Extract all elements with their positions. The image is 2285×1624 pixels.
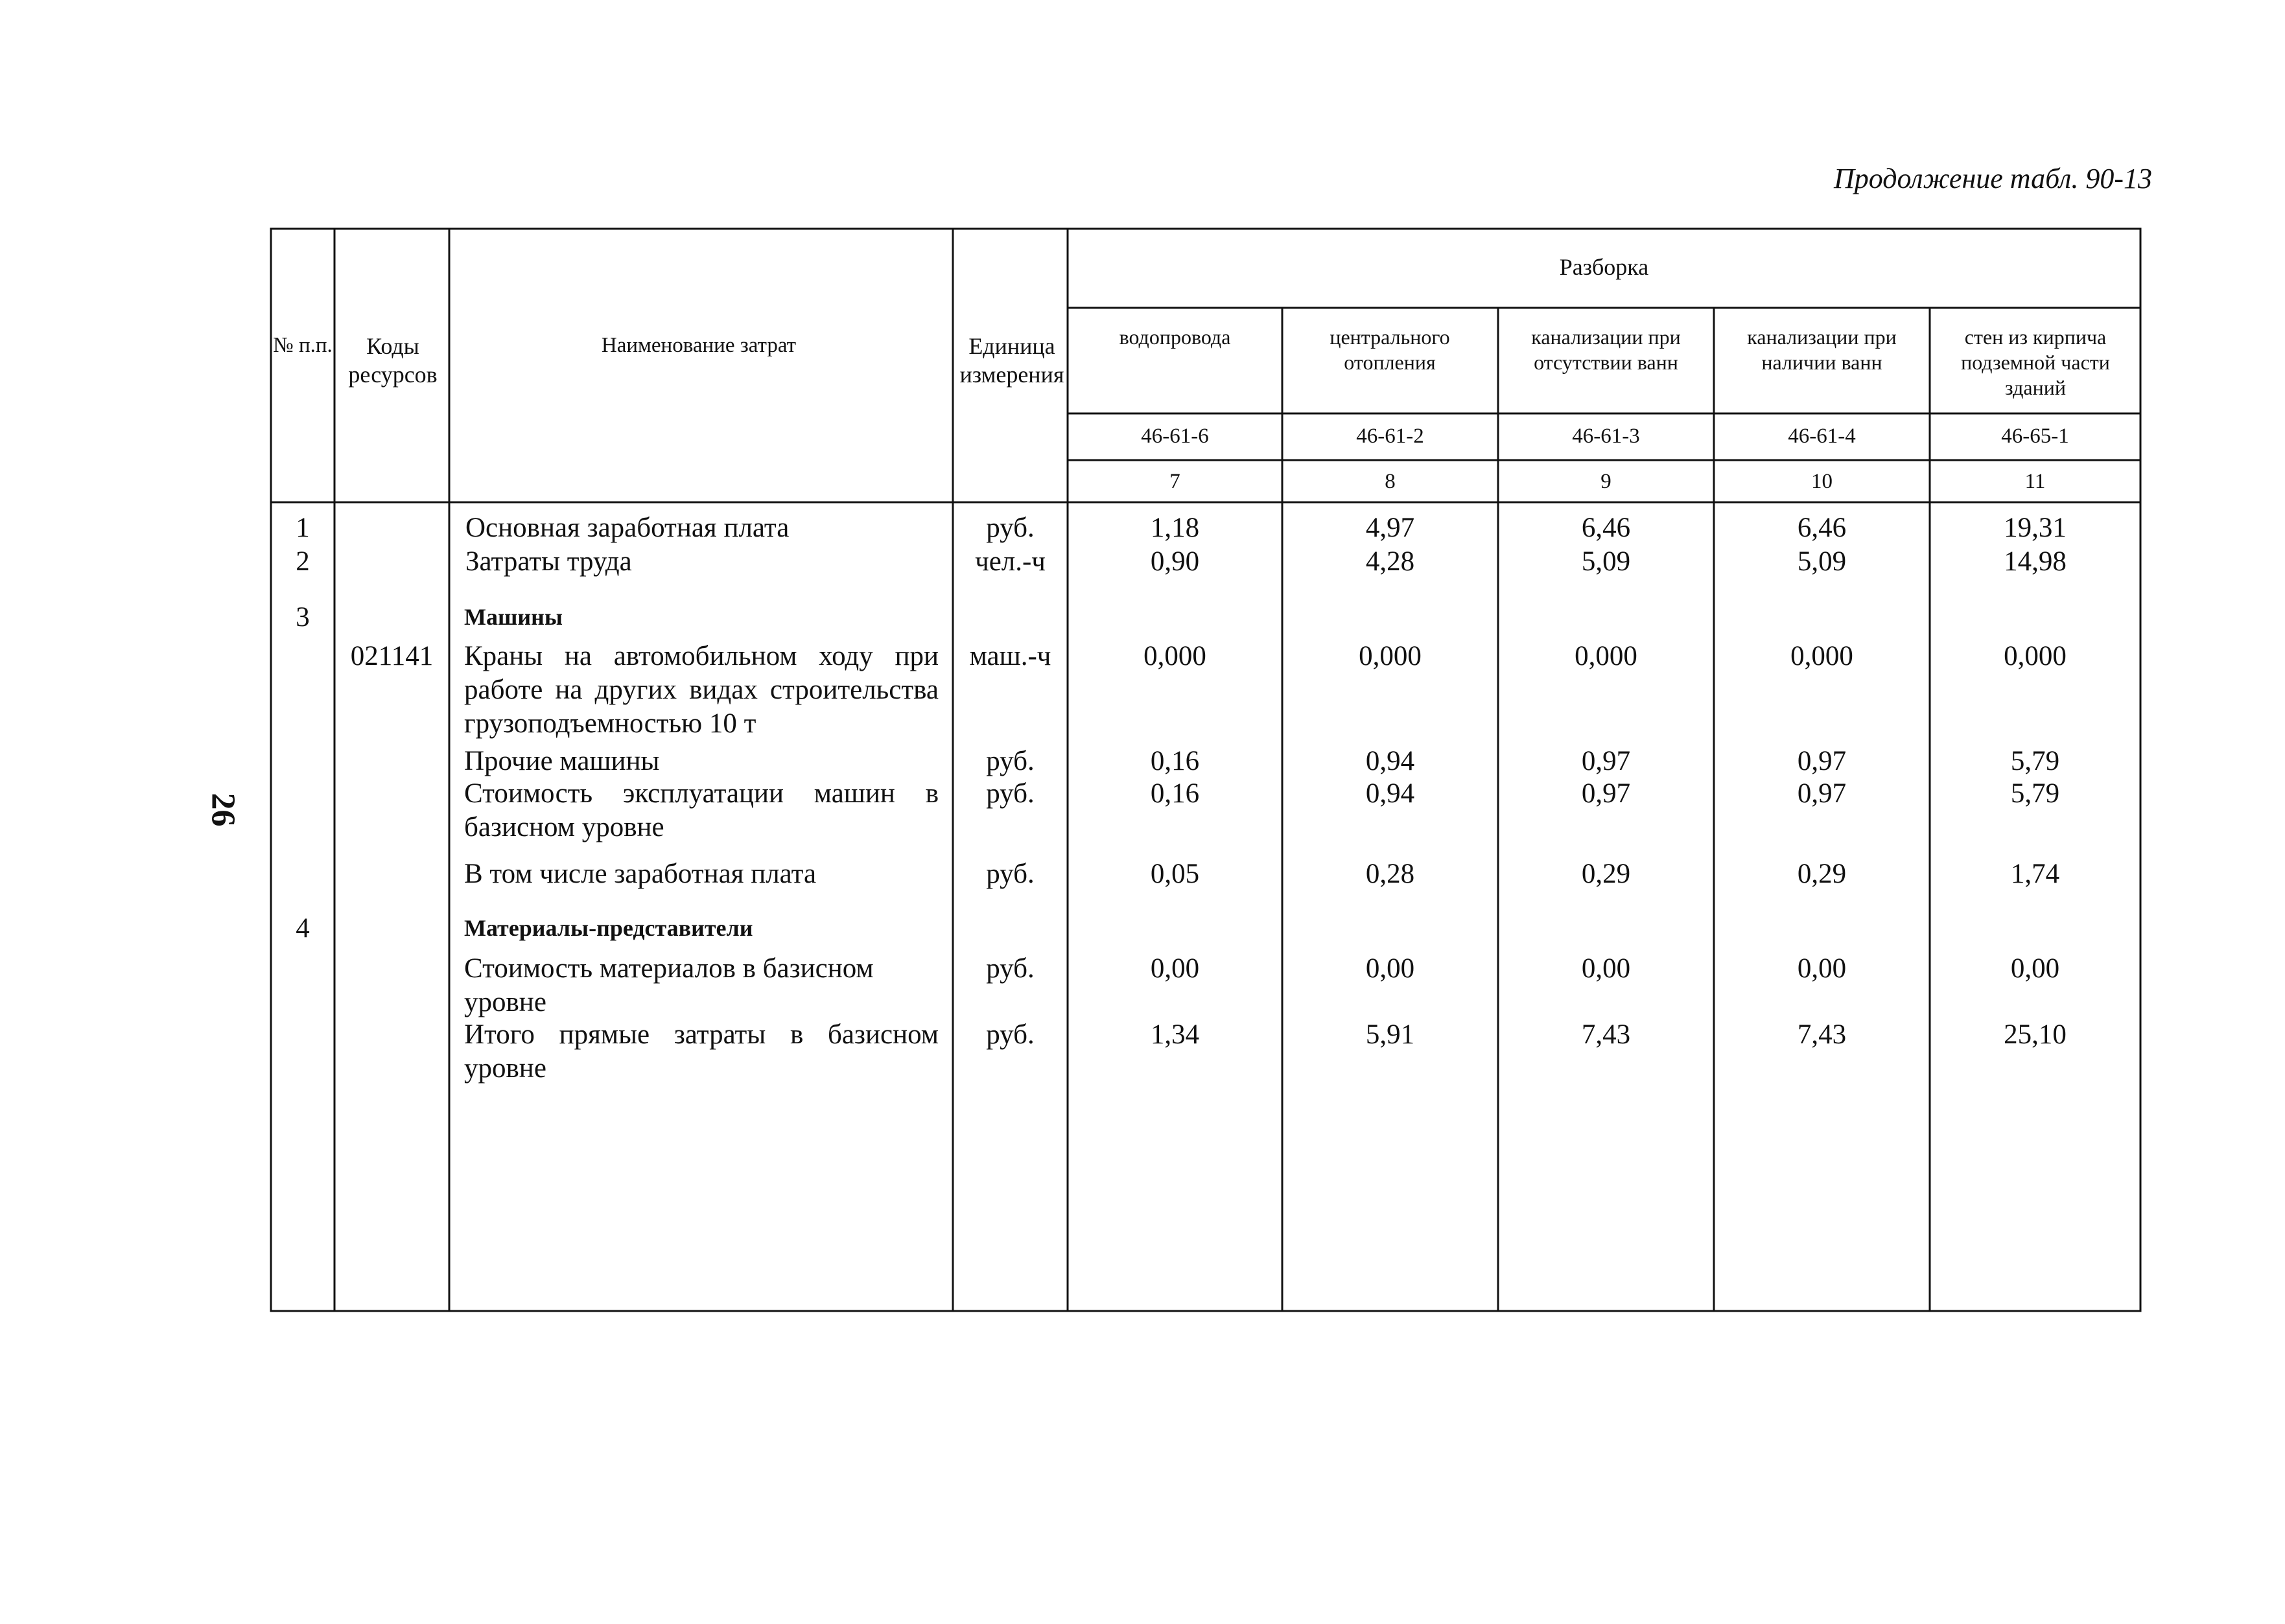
col-header-no: № п.п. — [273, 334, 333, 357]
row-name: В том числе заработная плата — [464, 859, 817, 889]
value-cell: 19,31 — [2004, 513, 2067, 543]
col-num-10: 10 — [1811, 470, 1833, 493]
page-number: 26 — [204, 793, 242, 827]
value-cell: 5,79 — [2010, 778, 2060, 809]
col-num-8: 8 — [1385, 470, 1396, 493]
value-cell: 0,97 — [1581, 778, 1631, 809]
cost-table — [271, 229, 2140, 1311]
row-name: Затраты труда — [465, 546, 632, 577]
row-number: 3 — [296, 602, 310, 632]
value-cell: 0,94 — [1365, 746, 1415, 776]
row-name: Стоимость материалов в базисном уровне — [464, 953, 874, 1017]
section-machines: Машины — [464, 604, 563, 630]
value-cell: 6,46 — [1581, 513, 1631, 543]
col-header-codes: Коды ресурсов — [348, 333, 438, 388]
value-cell: 4,97 — [1365, 513, 1415, 543]
value-cell: 0,000 — [2004, 641, 2067, 671]
value-cell: 7,43 — [1797, 1019, 1847, 1050]
row-number: 4 — [296, 913, 310, 944]
row-name: Краны на автомобильном ходу при работе на других видах строительства грузоподъемностью 10 т — [464, 641, 939, 739]
col-header-unit: Единица измерения — [959, 333, 1064, 388]
continuation-label: Продолжение табл. 90-13 — [1834, 163, 2152, 194]
col-header-7: водопровода — [1119, 325, 1231, 349]
row-unit: маш.-ч — [969, 641, 1051, 671]
value-cell: 0,16 — [1150, 746, 1200, 776]
value-cell: 0,97 — [1581, 746, 1631, 776]
value-cell: 0,16 — [1150, 778, 1200, 809]
value-cell: 0,00 — [1150, 953, 1200, 984]
col-header-9: канализации при отсутствии ванн — [1531, 325, 1681, 375]
value-cell: 6,46 — [1797, 513, 1847, 543]
value-cell: 0,94 — [1365, 778, 1415, 809]
value-cell: 0,00 — [1581, 953, 1631, 984]
row-unit: чел.-ч — [975, 546, 1046, 577]
value-cell: 0,97 — [1797, 778, 1847, 809]
value-cell: 0,000 — [1790, 641, 1853, 671]
col-code-8: 46-61-2 — [1356, 424, 1424, 448]
value-cell: 1,74 — [2010, 859, 2060, 889]
row-name: Итого прямые затраты в базисном уровне — [464, 1019, 939, 1084]
col-header-name: Наименование затрат — [601, 334, 797, 357]
value-cell: 25,10 — [2004, 1019, 2067, 1050]
value-cell: 14,98 — [2004, 546, 2067, 577]
value-cell: 4,28 — [1365, 546, 1415, 577]
col-header-11: стен из кирпича подземной части зданий — [1961, 325, 2110, 400]
value-cell: 0,97 — [1797, 746, 1847, 776]
row-name: Основная заработная плата — [465, 513, 790, 543]
col-num-11: 11 — [2024, 470, 2046, 493]
value-cell: 0,000 — [1143, 641, 1206, 671]
col-header-10: канализации при наличии ванн — [1747, 325, 1897, 375]
group-header-razborka: Разборка — [1559, 254, 1649, 280]
value-cell: 0,29 — [1797, 859, 1847, 889]
value-cell: 1,34 — [1150, 1019, 1200, 1050]
value-cell: 5,91 — [1365, 1019, 1415, 1050]
col-code-9: 46-61-3 — [1572, 424, 1640, 448]
row-name: Прочие машины — [464, 746, 660, 776]
row-number: 1 — [296, 513, 310, 543]
row-name: Стоимость эксплуатации машин в базисном уровне — [464, 778, 939, 842]
row-unit: руб. — [986, 953, 1035, 984]
row-number: 2 — [296, 546, 310, 577]
col-num-7: 7 — [1169, 470, 1180, 493]
value-cell: 0,00 — [1365, 953, 1415, 984]
row-unit: руб. — [986, 778, 1035, 809]
value-cell: 0,00 — [2010, 953, 2060, 984]
value-cell: 0,90 — [1150, 546, 1200, 577]
value-cell: 0,05 — [1150, 859, 1200, 889]
row-unit: руб. — [986, 746, 1035, 776]
resource-code: 021141 — [350, 641, 434, 671]
value-cell: 0,000 — [1359, 641, 1422, 671]
value-cell: 5,79 — [2010, 746, 2060, 776]
col-header-8: центрального отопления — [1330, 325, 1450, 375]
col-code-7: 46-61-6 — [1141, 424, 1209, 448]
row-unit: руб. — [986, 859, 1035, 889]
value-cell: 0,28 — [1365, 859, 1415, 889]
col-code-10: 46-61-4 — [1788, 424, 1856, 448]
value-cell: 0,00 — [1797, 953, 1847, 984]
section-materials: Материалы-представители — [464, 915, 753, 941]
value-cell: 7,43 — [1581, 1019, 1631, 1050]
value-cell: 1,18 — [1150, 513, 1200, 543]
value-cell: 0,29 — [1581, 859, 1631, 889]
col-code-11: 46-65-1 — [2001, 424, 2069, 448]
value-cell: 5,09 — [1581, 546, 1631, 577]
col-num-9: 9 — [1600, 470, 1611, 493]
row-unit: руб. — [986, 1019, 1035, 1050]
value-cell: 5,09 — [1797, 546, 1847, 577]
value-cell: 0,000 — [1575, 641, 1637, 671]
row-unit: руб. — [986, 513, 1035, 543]
